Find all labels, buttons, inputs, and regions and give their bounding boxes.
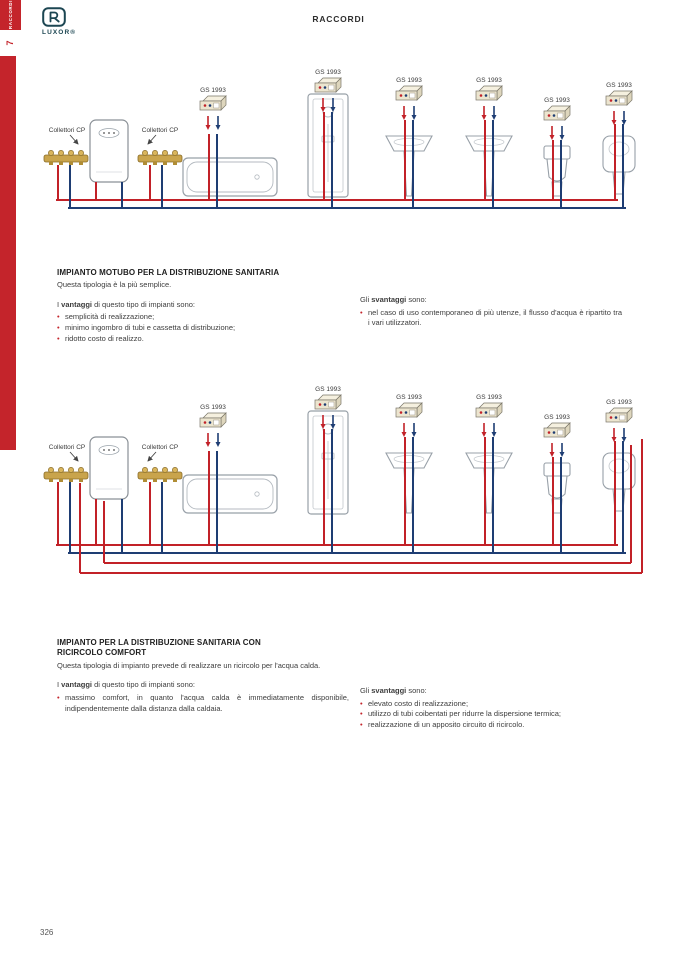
lead-bold: svantaggi [371,686,407,695]
lead-prefix: Gli [360,686,372,695]
section2-intro: Questa tipologia di impianto prevede di realizzare un ricircolo per l'acqua calda. [57,660,321,670]
section1-vantaggi-lead [57,300,349,311]
manifold-icon [138,467,182,482]
lead-prefix: Gli [360,295,372,304]
valve-icon [200,413,226,427]
washbasin-icon [386,136,432,196]
advantage-item: • massimo comfort, in quanto l'acqua calda è immediatamente disponibile, indipendentemente dalla distanza dalla caldaia. [57,693,349,715]
section2-vantaggi-list [57,693,349,715]
flow-arrows-icon [206,433,221,447]
gs-1993-label: GS 1993 [200,404,226,411]
washbasin-icon [386,453,432,513]
sidebar-strip [0,56,16,450]
flow-arrows-icon [482,423,497,437]
disadvantage-item: • elevato costo di realizzazione; [360,699,622,710]
washbasin-icon [466,453,512,513]
flow-arrows-icon [612,111,627,125]
lead-bold: vantaggi [61,680,93,690]
pointer-arrow-icon [148,135,156,144]
flow-arrows-icon [612,428,627,442]
pointer-arrow-icon [148,452,156,461]
lead-suffix: sono: [406,686,427,695]
boiler-icon [90,120,128,182]
disadvantage-item: • utilizzo di tubi coibentati per ridurre la dispersione termica; [360,709,622,720]
lead-bold: vantaggi [61,299,93,309]
gs-1993-label: GS 1993 [200,87,226,94]
flow-arrows-icon [550,443,565,457]
section2-title-line1: IMPIANTO PER LA DISTRIBUZIONE SANITARIA CON [57,638,261,647]
section1-svantaggi-list [360,308,622,330]
valve-icon [606,408,632,422]
bathtub-icon [183,475,277,513]
bidet-icon [603,136,635,194]
section-impianto-motubo [57,268,623,360]
valve-icon [396,86,422,100]
flow-arrows-icon [206,116,221,130]
lead-prefix: I [57,299,62,309]
section2-left-column [57,638,349,715]
section2-svantaggi-lead [360,686,622,697]
lead-suffix: sono: [406,295,427,304]
pointer-arrow-icon [70,135,78,144]
flow-arrows-icon [550,126,565,140]
gs-1993-label: GS 1993 [544,97,570,104]
collettori-label: Collettori CP [141,127,179,134]
page-title: RACCORDI [312,14,365,24]
gs-1993-label: GS 1993 [544,414,570,421]
distribution-diagram-1 [28,58,660,220]
section-impianto-ricircolo [57,638,623,738]
bathtub-icon [183,158,277,196]
gs-1993-label: GS 1993 [315,386,341,393]
valve-icon [396,403,422,417]
advantage-item: • semplicità di realizzazione; [57,312,349,323]
section2-title [57,638,349,659]
manifold-icon [44,467,88,482]
chapter-number: 7 [5,40,15,46]
gs-1993-label: GS 1993 [476,394,502,401]
gs-1993-label: GS 1993 [315,69,341,76]
gs-1993-label: GS 1993 [606,399,632,406]
section1-right-column [360,295,622,329]
section1-vantaggi-list [57,312,349,345]
lead-suffix: di questo tipo di impianti sono: [92,299,195,309]
toilet-icon [544,463,570,513]
valve-icon [315,395,341,409]
washbasin-icon [466,136,512,196]
section1-left-column [57,268,349,345]
flow-arrows-icon [402,106,417,120]
gs-1993-label: GS 1993 [476,77,502,84]
section2-title-line2: RICIRCOLO COMFORT [57,648,147,658]
section1-title: IMPIANTO MOTUBO PER LA DISTRIBUZIONE SANITARIA [57,268,280,277]
valve-icon [200,96,226,110]
section2-svantaggi-list [360,699,622,732]
section2-vantaggi-lead [57,680,349,691]
gs-1993-label: GS 1993 [396,394,422,401]
gs-1993-label: GS 1993 [396,77,422,84]
section1-intro: Questa tipologia è la più semplice. [57,280,172,290]
shower-column-icon [308,94,348,197]
page-number: 326 [40,928,54,937]
valve-icon [544,106,570,120]
advantage-item: • minimo ingombro di tubi e cassetta di distribuzione; [57,323,349,334]
pointer-arrow-icon [70,452,78,461]
valve-icon [315,78,341,92]
collettori-label: Collettori CP [141,444,179,451]
flow-arrows-icon [482,106,497,120]
lead-suffix: di questo tipo di impianti sono: [92,680,195,690]
valve-icon [476,86,502,100]
advantage-item: • ridotto costo di realizzo. [57,334,349,345]
flow-arrows-icon [402,423,417,437]
manifold-icon [138,150,182,165]
disadvantage-item: • realizzazione di un apposito circuito di ricircolo. [360,720,622,731]
section2-right-column [360,686,622,731]
toilet-icon [544,146,570,196]
gs-1993-label: GS 1993 [606,82,632,89]
collettori-label: Collettori CP [48,444,86,451]
brand-name: LUXOR® [42,29,77,36]
distribution-diagram-2 [28,375,660,585]
shower-column-icon [308,411,348,514]
section1-svantaggi-lead [360,295,622,306]
lead-bold: svantaggi [371,295,407,304]
valve-icon [544,423,570,437]
manifold-icon [44,150,88,165]
disadvantage-item: • nel caso di uso contemporaneo di più utenze, il flusso d'acqua è ripartito tra i vari utilizzatori. [360,308,622,330]
collettori-label: Collettori CP [48,127,86,134]
valve-icon [476,403,502,417]
lead-prefix: I [57,680,62,690]
sidebar-tab-label: RACCORDI [8,0,13,30]
boiler-icon [90,437,128,499]
valve-icon [606,91,632,105]
